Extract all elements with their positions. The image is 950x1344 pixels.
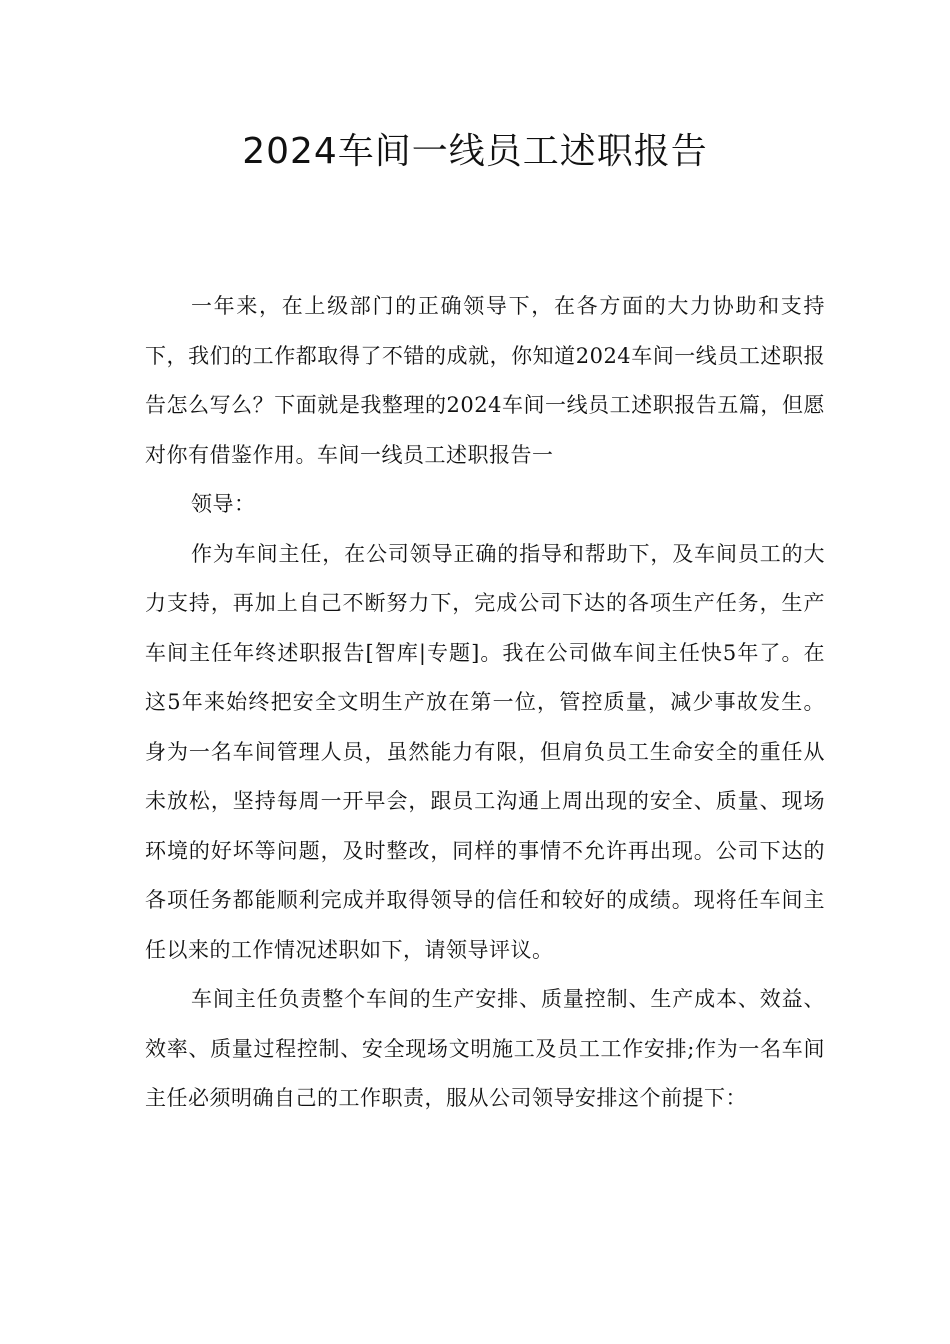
paragraph-summary: 作为车间主任，在公司领导正确的指导和帮助下，及车间员工的大力支持，再加上自己不断努力下，完成公司下达的各项生产任务，生产车间主任年终述职报告[智库|专题]。我在公司做车间主任快5年了。在这5年来始终把安全文明生产放在第一位，管控质量，减少事故发生。身为一名车间管理人员，虽然能力有限，但肩负员工生命安全的重任从未放松，坚持每周一开早会，跟员工沟通上周出现的安全、质量、现场环境的好坏等问题，及时整改，同样的事情不允许再出现。公司下达的各项任务都能顺利完成并取得领导的信任和较好的成绩。现将任车间主任以来的工作情况述职如下，请领导评议。 [145,541,825,962]
document-title: 2024车间一线员工述职报告 [242,131,708,172]
paragraph-intro: 一年来，在上级部门的正确领导下，在各方面的大力协助和支持下，我们的工作都取得了不错的成就，你知道2024车间一线员工述职报告怎么写么？下面就是我整理的2024车间一线员工述职报告五篇，但愿对你有借鉴作用。车间一线员工述职报告一 [145,294,825,467]
document-body [145,282,825,1124]
paragraph-salutation: 领导： [191,492,256,516]
paragraph-duties: 车间主任负责整个车间的生产安排、质量控制、生产成本、效益、效率、质量过程控制、安全现场文明施工及员工工作安排;作为一名车间主任必须明确自己的工作职责，服从公司领导安排这个前提下： [145,987,825,1110]
